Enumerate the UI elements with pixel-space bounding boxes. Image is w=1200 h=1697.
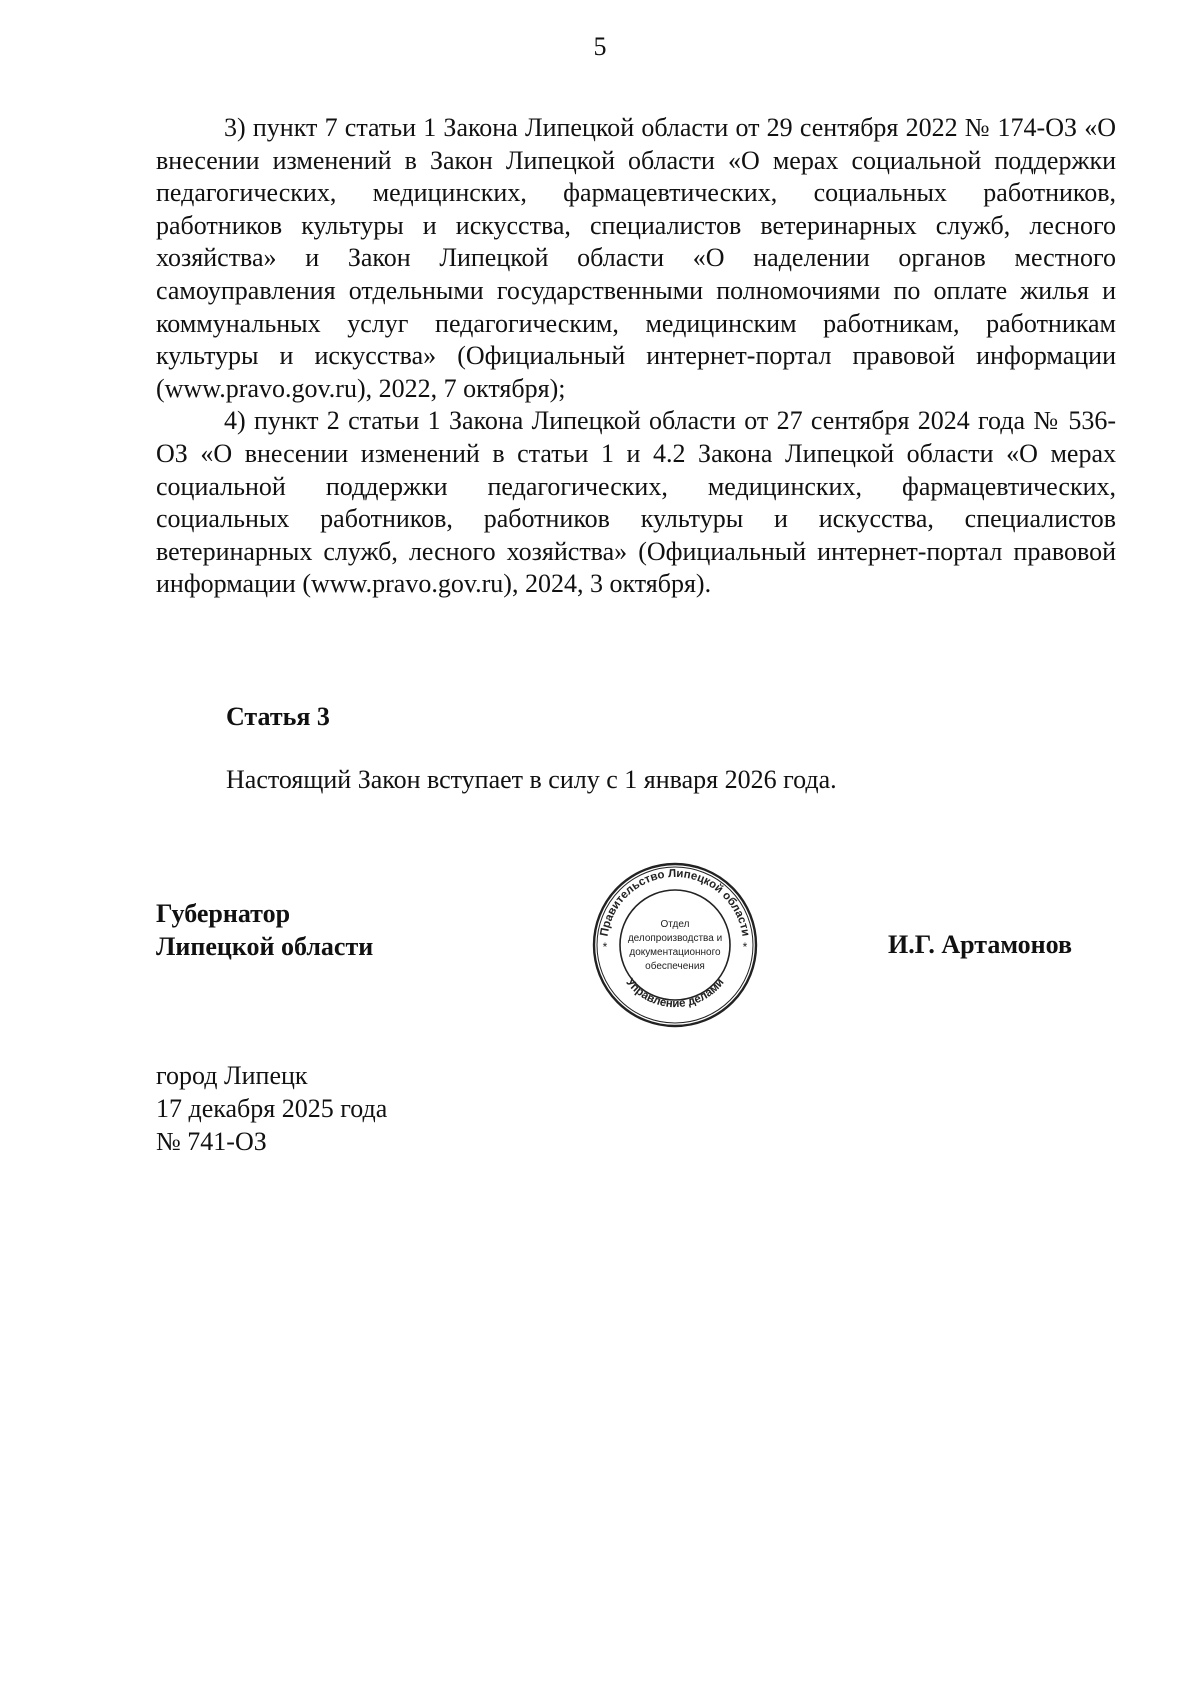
stamp-inner-line-4: обеспечения — [645, 961, 705, 972]
page-number: 5 — [593, 32, 607, 61]
signatory-title-line-1: Губернатор — [156, 899, 291, 928]
law-date: 17 декабря 2025 года — [156, 1094, 388, 1123]
official-stamp — [591, 861, 759, 1029]
stamp-inner-line-3: документационного — [629, 947, 721, 958]
stamp-star-right: * — [742, 940, 748, 954]
article-text: Настоящий Закон вступает в силу с 1 января 2026 года. — [226, 765, 837, 794]
signatory-title-line-2: Липецкой области — [156, 932, 374, 961]
paragraph-item-4: 4) пункт 2 статьи 1 Закона Липецкой области от 27 сентября 2024 года № 536-ОЗ «О внесении изменений в статьи 1 и 4.2 Закона Липецкой области «О мерах социальной поддержки педагогических, медицинских, фармацевтических, социальных работников, работников культуры и искусства, специалистов ветеринарных служб, лесного хозяйства» (Официальный интернет-портал правовой информации (www.pravo.gov.ru), 2024, 3 октября). — [156, 406, 1116, 599]
signatory-name: И.Г. Артамонов — [888, 930, 1073, 959]
document-footer — [156, 1059, 387, 1158]
body-text — [156, 112, 1116, 601]
stamp-star-left: * — [602, 940, 608, 954]
stamp-inner-line-2: делопроизводства и — [627, 933, 723, 944]
article-heading: Статья 3 — [226, 702, 330, 731]
stamp-outer-text-bottom: Управление делами — [623, 976, 727, 1011]
stamp-outer-text-top: Правительство Липецкой области — [598, 867, 752, 938]
stamp-inner-line-1: Отдел — [660, 919, 690, 930]
signatory-title — [156, 897, 373, 963]
paragraph-item-3: 3) пункт 7 статьи 1 Закона Липецкой области от 29 сентября 2022 № 174-ОЗ «О внесении изменений в Закон Липецкой области «О мерах социальной поддержки педагогических, медицинских, фармацевтических, социальных работников, работников культуры и искусства, специалистов ветеринарных служб, лесного хозяйства» и Закон Липецкой области «О наделении органов местного самоуправления отдельными государственными полномочиями по оплате жилья и коммунальных услуг педагогическим, медицинским работникам, работникам культуры и искусства» (Официальный интернет-портал правовой информации (www.pravo.gov.ru), 2022, 7 октября); — [156, 113, 1116, 403]
city: город Липецк — [156, 1061, 308, 1090]
law-number: № 741-ОЗ — [156, 1127, 267, 1156]
